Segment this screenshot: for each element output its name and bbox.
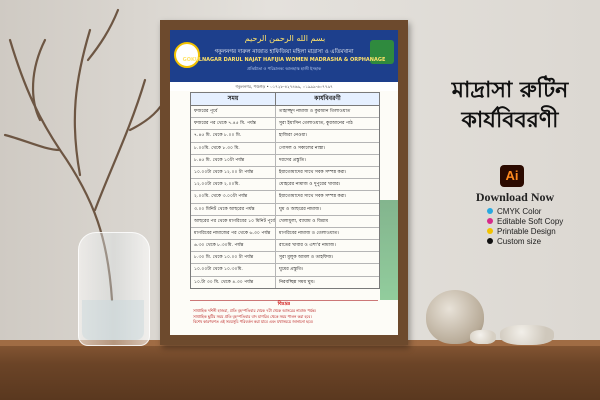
row-time: ফজরের পূর্বে	[191, 106, 276, 117]
table-row	[191, 240, 379, 252]
row-activity: হাজিরা নেওয়া।	[279, 133, 308, 139]
row-activity: যোহরের নামাজ ও দুপুরের খাবার।	[279, 182, 341, 188]
download-now-link[interactable]: Download Now	[475, 190, 555, 204]
feature-label: CMYK Color	[497, 206, 542, 216]
feature-label: Editable Soft Copy	[497, 216, 564, 226]
routine-poster	[170, 30, 398, 335]
table-row	[191, 143, 379, 155]
row-time: ৮.০০মি. থেকে ৮.৩০ মি.	[191, 143, 276, 154]
table-row	[191, 155, 379, 167]
product-title-line1: মাদ্রাসা রুটিন	[451, 78, 569, 103]
feature-list	[487, 206, 597, 246]
bullet-icon	[487, 218, 493, 224]
bullet-icon	[487, 238, 493, 244]
row-time: ১২.০০টা থেকে ২.০০মি.	[191, 179, 276, 190]
row-activity: রাতের খাবার ও এশা'র নামাজ।	[279, 243, 336, 249]
table-header	[191, 93, 379, 106]
row-activity: সুরা মুলুক আমল ও তাহফিজ।	[279, 255, 334, 261]
feature-item	[487, 206, 597, 216]
table-row	[191, 264, 379, 276]
row-activity: ঘুম ও আছরের নামাজ।	[279, 206, 321, 212]
row-time: ৬.৩০ থেকে ৮.৩০মি. পর্যন্ত	[191, 240, 276, 251]
feature-item	[487, 226, 597, 236]
table-row	[191, 252, 379, 264]
vase-water	[82, 300, 144, 340]
note-item: সাপ্তাহিক ছুটির সময় প্রতি বৃহস্পতিবার বাদ মাগরিব থেকে সময় পালন করা হবে।	[193, 313, 312, 319]
row-time: ৮.৩০ মি. থেকে ১০.০০ টা পর্যন্ত	[191, 252, 276, 263]
poster-banner	[170, 30, 398, 82]
row-activity: তাহাজ্জুদ নামাজ ও কুরআন তিলাওয়াত	[279, 109, 351, 114]
product-title-line2: কার্যবিবরণী	[461, 108, 559, 133]
product-title	[430, 78, 590, 138]
row-time: মাগরিবের নামাজের পর থেকে ৬.৩০ পর্যন্ত	[191, 228, 276, 239]
feature-label: Printable Design	[497, 226, 556, 236]
arabic-header: بسم الله الرحمن الرحيم	[244, 34, 326, 43]
row-time: ৩.০০ মিনিট থেকে আছরের পর্যন্ত	[191, 204, 276, 215]
table-row	[191, 167, 379, 179]
table-row	[191, 216, 379, 228]
illustrator-icon: Ai	[500, 165, 524, 187]
row-activity: গোসল ও সকালের নাস্তা।	[279, 145, 326, 151]
row-activity: মাগরিবের নামাজ ও তেলাওয়াত।	[279, 230, 340, 236]
row-time: ১০.০০টা থেকে ১০.৩০মি.	[191, 264, 276, 275]
row-time: ফজরের পর থেকে ৭.৪৫ মি. পর্যন্ত	[191, 118, 276, 129]
poster-contact: গকুলনগর, পঞ্চগড় • ০১৭২৮-৪২৭৪৬৯, ০১৯৯৯-৬০৭৭৯৭	[170, 82, 398, 91]
bullet-icon	[487, 228, 493, 234]
table-row	[191, 179, 379, 191]
row-activity: সুরা ইয়াসিন তেলাওয়াত, কুরআনের পাঠ	[279, 121, 353, 127]
row-activity: দরসের প্রস্তুতি।	[279, 157, 306, 163]
decor-stone	[500, 325, 554, 345]
row-activity: খেলাধুলা, ব্যায়াম ও বিশ্রাম	[279, 218, 329, 224]
poster-title-en: GOKULNAGAR DARUL NAJAT HAFIJIA WOMEN MADRASHA & ORPHANAGE	[182, 57, 386, 63]
note-item: সাপ্তাহিক দশিনী হাজরা, প্রতি বৃহস্পতিবার থেকে ৭টা থেকে আসরের নামাজ পর্যন্ত।	[193, 308, 317, 313]
row-time: ২.০০মি. থেকে ৩.০০টা পর্যন্ত	[191, 191, 276, 202]
table-row	[191, 191, 379, 203]
poster-title-bn: গকুলনগর দারুল নাজাত হাফিজিয়া মহিলা মাদ্রাসা ও এতিমখানা	[214, 49, 354, 55]
feature-item	[487, 236, 597, 246]
row-time: ১০.টা ৩০ মি. থেকে ৪.৩০ পর্যন্ত	[191, 277, 276, 288]
row-activity: নিরবচ্ছিন্ন সময় ঘুম।	[279, 279, 315, 285]
row-time: ১০.০০টা থেকে ১২.০০ টা পর্যন্ত	[191, 167, 276, 178]
row-time: ৭.৪৫ মি. থেকে ৮.০০ মি.	[191, 130, 276, 141]
table-row	[191, 118, 379, 130]
bullet-icon	[487, 208, 493, 214]
poster-subtitle: প্রতিষ্ঠাতা ও পরিচালক: আলহাজ্ব হাজী ইসহাক	[247, 66, 321, 71]
feature-item	[487, 216, 597, 226]
table-row	[191, 106, 379, 118]
green-stripe	[380, 200, 398, 300]
header-activity: কার্যবিবরণী	[314, 95, 341, 102]
notes-section	[190, 300, 378, 333]
row-time: ৮.৪৫ মি. থেকে ১০টা পর্যন্ত	[191, 155, 276, 166]
table-row	[191, 130, 379, 142]
row-time: আছরের পর থেকে মাগরিবের ১০ মিনিট পূর্বে	[191, 216, 276, 227]
note-item: বিশেষ কারণবশত এই সময়সূচি পরিবর্তন করা যাবে এবং যথাসময়ে জানানো হবে।	[193, 319, 314, 324]
row-activity: ঘুমের প্রস্তুতি।	[279, 267, 304, 273]
table-row	[191, 204, 379, 216]
header-time: সময়	[191, 93, 276, 105]
row-activity: ইয়াতোমাদের সাথে সবক সম্পন্ন করা।	[279, 194, 347, 200]
routine-table	[190, 92, 380, 289]
feature-label: Custom size	[497, 236, 542, 246]
decor-stone	[470, 330, 496, 344]
wooden-shelf	[0, 340, 600, 400]
table-row	[191, 228, 379, 240]
notes-title: বিঃদ্রঃ	[277, 301, 291, 307]
table-row	[191, 277, 379, 288]
row-activity: ইয়াতোমাদের সাথে সবক সম্পন্ন করা।	[279, 169, 347, 175]
